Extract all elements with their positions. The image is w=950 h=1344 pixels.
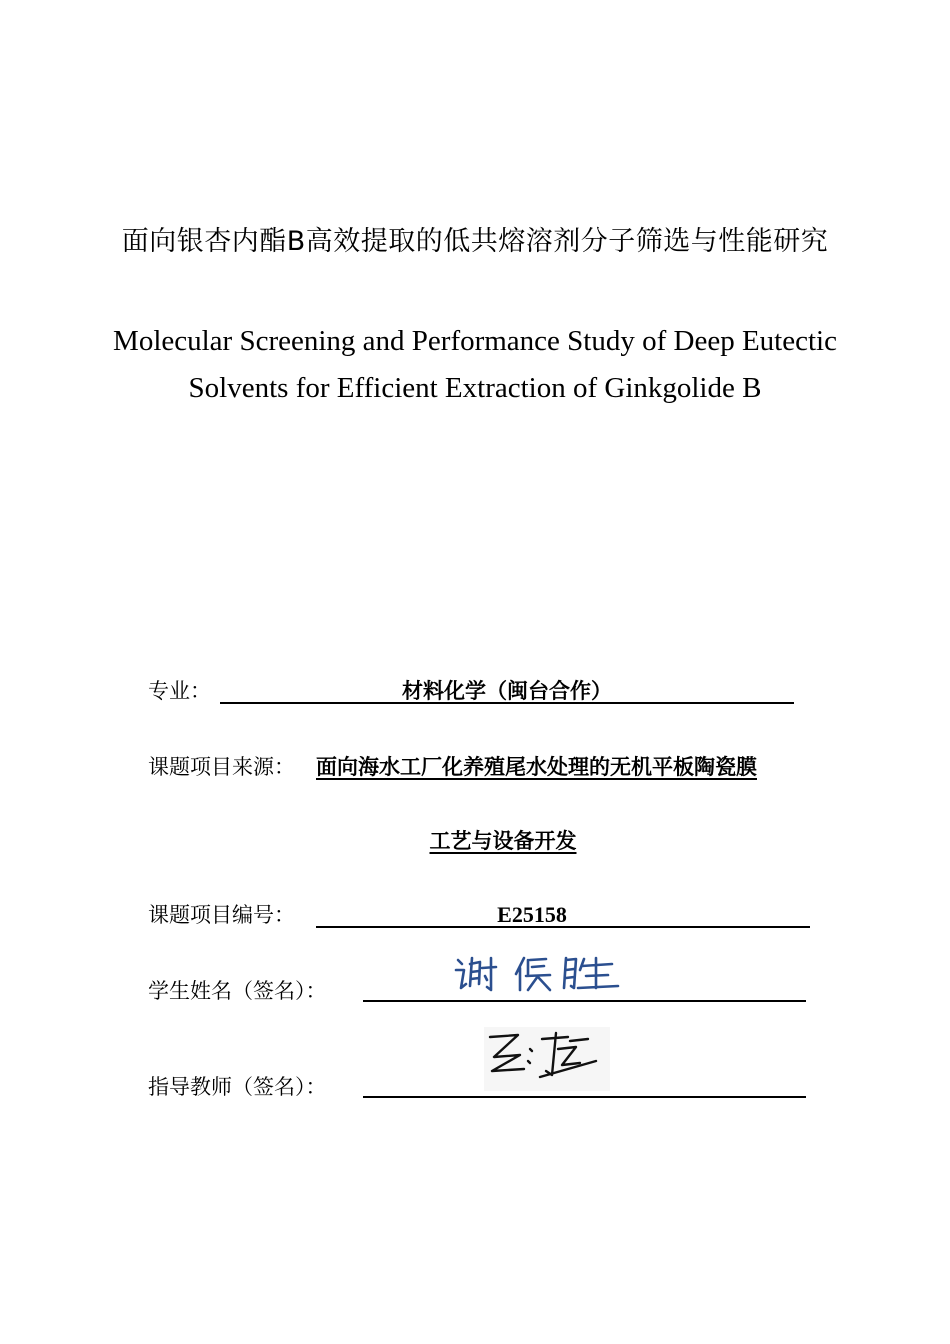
- advisor-signature-label: 指导教师（签名）：: [148, 1075, 327, 1099]
- student-handwritten-signature: [452, 950, 624, 998]
- major-value: 材料化学（闽台合作）: [402, 679, 612, 703]
- advisor-signature-underline: [363, 1096, 806, 1098]
- project-source-value-line1: 面向海水工厂化养殖尾水处理的无机平板陶瓷膜: [316, 755, 757, 779]
- student-signature-label: 学生姓名（签名）：: [148, 979, 327, 1003]
- thesis-title-chinese: 面向银杏内酯B高效提取的低共熔溶剂分子筛选与性能研究: [121, 226, 829, 257]
- project-number-value: E25158: [497, 902, 567, 927]
- project-source-label: 课题项目来源：: [148, 755, 295, 779]
- thesis-title-english: Molecular Screening and Performance Study of Deep Eutectic Solvents for Efficient Extraction of Ginkgolide B: [113, 325, 837, 404]
- major-label: 专业：: [148, 679, 211, 703]
- advisor-signature-image: [484, 1027, 610, 1091]
- project-number-label: 课题项目编号：: [148, 903, 295, 927]
- project-source-value-line2: 工艺与设备开发: [429, 829, 577, 853]
- advisor-handwritten-signature: [484, 1027, 610, 1091]
- student-signature-underline: [363, 1000, 806, 1002]
